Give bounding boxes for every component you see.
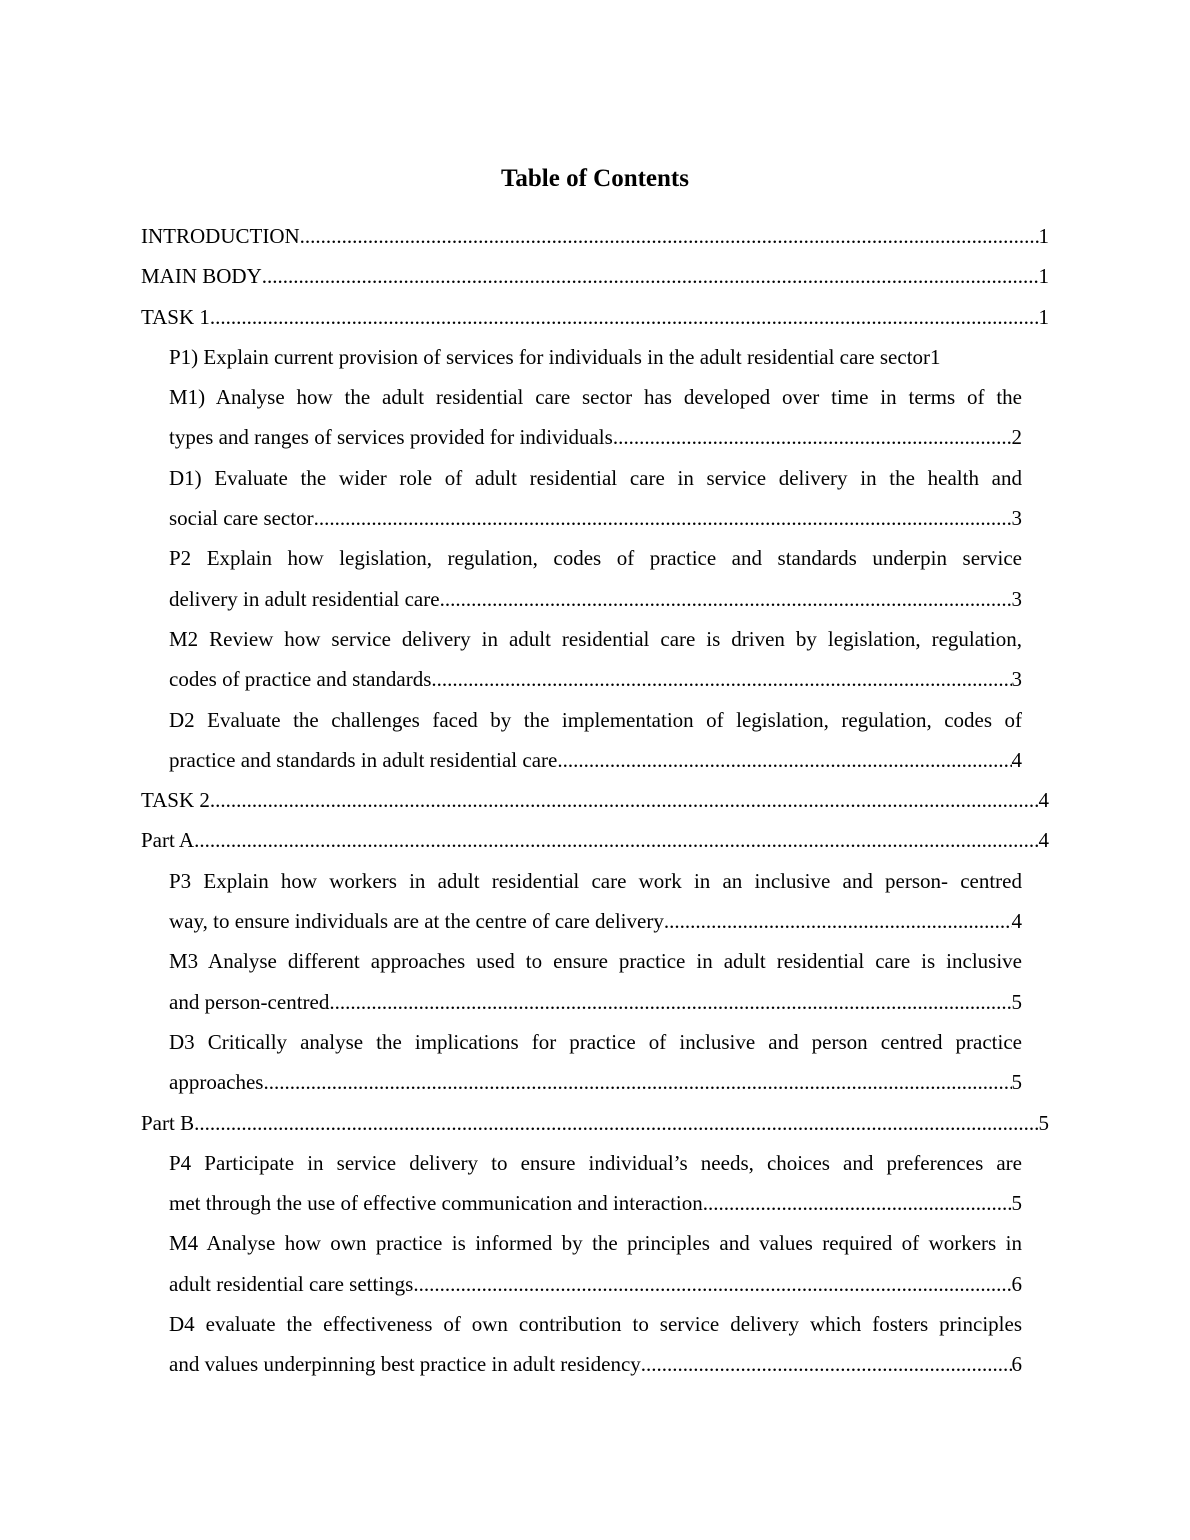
- table-of-contents: [141, 216, 1049, 1385]
- toc-entry-page: 3: [1011, 586, 1022, 611]
- toc-entry-page: 4: [1011, 747, 1022, 772]
- toc-entry-page: 2: [1011, 425, 1022, 450]
- dot-leader: [613, 417, 1012, 457]
- toc-entry-page: 4: [1011, 909, 1022, 934]
- toc-entry-text: practice and standards in adult residential care: [169, 747, 558, 772]
- toc-entry-page: 1: [1038, 264, 1049, 289]
- toc-entry-introduction[interactable]: [141, 216, 1049, 256]
- toc-entry-line-1: D1) Evaluate the wider role of adult residential care in service delivery in the health and: [169, 465, 1022, 490]
- toc-entry-page: 1: [930, 344, 941, 369]
- dot-leader: [194, 1103, 1038, 1143]
- toc-entry-page: 5: [1011, 989, 1022, 1014]
- toc-title: Table of Contents: [501, 165, 689, 192]
- toc-entry-line-2: [169, 659, 1022, 699]
- toc-entry-page: 4: [1038, 828, 1049, 853]
- toc-entry-m3[interactable]: [141, 941, 1049, 1022]
- toc-entry-main-body[interactable]: [141, 256, 1049, 296]
- dot-leader: [431, 659, 1011, 699]
- toc-entry-page: 5: [1038, 1110, 1049, 1135]
- toc-entry-page: 6: [1011, 1271, 1022, 1296]
- toc-entry-text: TASK 2: [141, 788, 210, 813]
- toc-entry-p3[interactable]: [141, 861, 1049, 942]
- toc-entry-page: 1: [1038, 304, 1049, 329]
- toc-entry-page: 1: [1038, 224, 1049, 248]
- toc-entry-text: codes of practice and standards: [169, 667, 432, 692]
- dot-leader: [557, 740, 1011, 780]
- dot-leader: [440, 579, 1012, 619]
- toc-entry-line-2: [169, 579, 1022, 619]
- toc-entry-text: and values underpinning best practice in adult residency: [169, 1352, 641, 1377]
- toc-entry-line-2: [169, 1183, 1022, 1223]
- dot-leader: [262, 256, 1039, 296]
- toc-entry-text: way, to ensure individuals are at the centre of care delivery: [169, 909, 664, 934]
- toc-entry-line-1: P4 Participate in service delivery to ensure individual’s needs, choices and preferences are: [169, 1150, 1022, 1175]
- toc-entry-p2[interactable]: [141, 538, 1049, 619]
- dot-leader: [300, 216, 1039, 256]
- toc-entry-text: MAIN BODY: [141, 264, 262, 289]
- toc-entry-line-1: P2 Explain how legislation, regulation, codes of practice and standards underpin service: [169, 546, 1022, 571]
- dot-leader: [263, 1062, 1011, 1102]
- toc-entry-line-2: [169, 982, 1022, 1022]
- dot-leader: [413, 1264, 1011, 1304]
- toc-entry-part-b[interactable]: [141, 1103, 1049, 1143]
- toc-entry-task-2[interactable]: [141, 780, 1049, 820]
- toc-entry-page: 3: [1011, 506, 1022, 531]
- toc-entry-text: Part A: [141, 828, 195, 853]
- toc-entry-m2[interactable]: [141, 619, 1049, 700]
- dot-leader: [329, 982, 1011, 1022]
- toc-entry-line-2: [169, 417, 1022, 457]
- toc-entry-line-1: P3 Explain how workers in adult residential care work in an inclusive and person- centred: [169, 868, 1022, 893]
- toc-entry-page: 5: [1011, 1191, 1022, 1216]
- toc-entry-line-2: [169, 498, 1022, 538]
- toc-entry-page: 3: [1011, 667, 1022, 692]
- toc-entry-d2[interactable]: [141, 700, 1049, 781]
- dot-leader: [664, 901, 1012, 941]
- dot-leader: [194, 820, 1038, 860]
- toc-entry-part-a[interactable]: [141, 820, 1049, 860]
- toc-entry-line-1: M3 Analyse different approaches used to ensure practice in adult residential care is inclusive: [169, 949, 1022, 974]
- toc-entry-text: approaches: [169, 1070, 264, 1095]
- toc-entry-text: TASK 1: [141, 304, 210, 329]
- dot-leader: [314, 498, 1012, 538]
- toc-entry-line-2: [169, 1344, 1022, 1384]
- toc-entry-text: met through the use of effective communication and interaction: [169, 1191, 703, 1216]
- dot-leader: [210, 297, 1039, 337]
- dot-leader: [641, 1344, 1012, 1384]
- toc-entry-text: types and ranges of services provided for individuals: [169, 425, 613, 450]
- toc-entry-line-1: M2 Review how service delivery in adult residential care is driven by legislation, regulation,: [169, 626, 1022, 651]
- toc-entry-text: Part B: [141, 1110, 195, 1135]
- toc-entry-line-2: [169, 901, 1022, 941]
- toc-entry-page: 5: [1011, 1070, 1022, 1095]
- toc-entry-text: social care sector: [169, 506, 314, 531]
- toc-entry-text: and person-centred: [169, 989, 330, 1014]
- toc-entry-d1[interactable]: [141, 458, 1049, 539]
- toc-entry-page: 4: [1038, 788, 1049, 813]
- toc-entry-d3[interactable]: [141, 1022, 1049, 1103]
- toc-entry-text: delivery in adult residential care: [169, 586, 440, 611]
- toc-entry-text: adult residential care settings: [169, 1271, 414, 1296]
- dot-leader: [703, 1183, 1012, 1223]
- toc-entry-line-1: M4 Analyse how own practice is informed by the principles and values required of workers in: [169, 1231, 1022, 1256]
- toc-entry-d4[interactable]: [141, 1304, 1049, 1385]
- dot-leader: [210, 780, 1039, 820]
- toc-entry-text: P1) Explain current provision of services for individuals in the adult residential care sector: [169, 344, 931, 369]
- toc-entry-m4[interactable]: [141, 1223, 1049, 1304]
- toc-entry-p1[interactable]: [141, 337, 1049, 377]
- toc-entry-line-2: [169, 1264, 1022, 1304]
- toc-entry-line-1: D3 Critically analyse the implications for practice of inclusive and person centred practice: [169, 1029, 1022, 1054]
- toc-entry-task-1[interactable]: [141, 297, 1049, 337]
- toc-entry-text: INTRODUCTION: [141, 224, 300, 248]
- toc-entry-p4[interactable]: [141, 1143, 1049, 1224]
- toc-entry-m1[interactable]: [141, 377, 1049, 458]
- toc-entry-line-1: D4 evaluate the effectiveness of own contribution to service delivery which fosters principles: [169, 1312, 1022, 1337]
- toc-entry-line-1: D2 Evaluate the challenges faced by the implementation of legislation, regulation, codes of: [169, 707, 1022, 732]
- toc-entry-line-2: [169, 1062, 1022, 1102]
- toc-entry-line-1: M1) Analyse how the adult residential care sector has developed over time in terms of the: [169, 385, 1022, 410]
- toc-entry-page: 6: [1011, 1352, 1022, 1377]
- toc-entry-line-2: [169, 740, 1022, 780]
